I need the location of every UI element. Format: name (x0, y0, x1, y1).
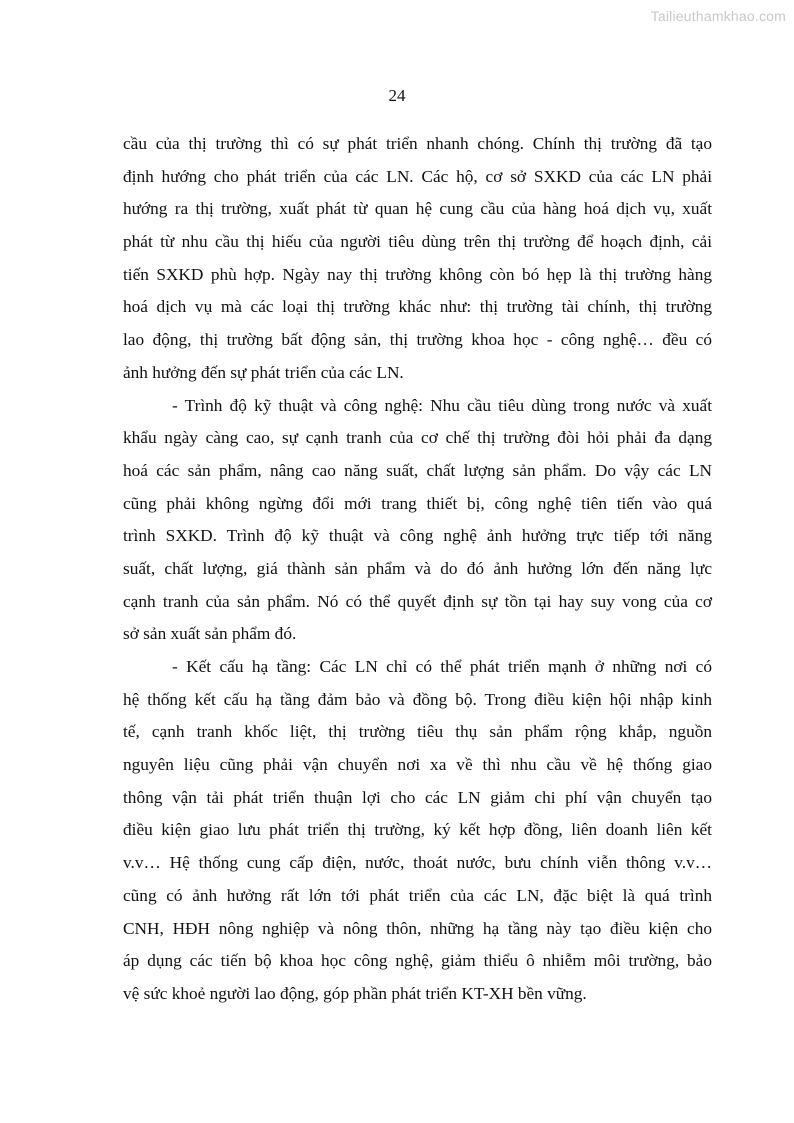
paragraph-technology (123, 390, 712, 652)
text-line: CNH, HĐH nông nghiệp và nông thôn, những hạ tầng này tạo điều kiện cho (123, 918, 712, 938)
text-line: phát từ nhu cầu thị hiếu của người tiêu dùng trên thị trường để hoạch định, cải (123, 232, 712, 252)
text-line: cầu của thị trường thì có sự phát triển nhanh chóng. Chính thị trường đã tạo (123, 134, 712, 153)
text-line: ảnh hưởng đến sự phát triển của các LN. (123, 362, 404, 382)
text-line: suất, chất lượng, giá thành sản phẩm và do đó ảnh hưởng lớn đến năng lực (123, 558, 712, 578)
text-line: áp dụng các tiến bộ khoa học công nghệ, giảm thiểu ô nhiễm môi trường, bảo (123, 951, 712, 971)
text-line: hướng ra thị trường, xuất phát từ quan hệ cung cầu của hàng hoá dịch vụ, xuất (123, 199, 712, 219)
text-line: - Kết cấu hạ tầng: Các LN chỉ có thể phát triển mạnh ở những nơi có (172, 657, 712, 676)
text-line: tiến SXKD phù hợp. Ngày nay thị trường không còn bó hẹp là thị trường hàng (123, 264, 712, 284)
text-line: nguyên liệu cũng phải vận chuyển nơi xa về thì nhu cầu về hệ thống giao (123, 755, 712, 775)
text-line: - Trình độ kỹ thuật và công nghệ: Nhu cầu tiêu dùng trong nước và xuất (172, 395, 712, 415)
text-line: vệ sức khoẻ người lao động, góp phần phát triển KT-XH bền vững. (123, 983, 587, 1003)
body-text (123, 128, 712, 1011)
text-line: khẩu ngày càng cao, sự cạnh tranh của cơ chế thị trường đòi hỏi phải đa dạng (123, 428, 712, 448)
text-line: sở sản xuất sản phẩm đó. (123, 624, 297, 644)
text-line: cũng có ảnh hưởng rất lớn tới phát triển của các LN, đặc biệt là quá trình (123, 885, 712, 905)
text-line: v.v… Hệ thống cung cấp điện, nước, thoát nước, bưu chính viễn thông v.v… (123, 853, 712, 873)
text-line: lao động, thị trường bất động sản, thị trường khoa học - công nghệ… đều có (123, 330, 712, 350)
text-line: điều kiện giao lưu phát triển thị trường, ký kết hợp đồng, liên doanh liên kết (123, 820, 712, 840)
text-line: cũng phải không ngừng đổi mới trang thiết bị, công nghệ tiên tiến vào quá (123, 493, 712, 513)
text-line: trình SXKD. Trình độ kỹ thuật và công nghệ ảnh hưởng trực tiếp tới năng (123, 526, 712, 546)
text-line: thông vận tải phát triển thuận lợi cho các LN giảm chi phí vận chuyển tạo (123, 787, 712, 807)
watermark: Tailieuthamkhao.com (650, 8, 786, 24)
text-line: cạnh tranh của sản phẩm. Nó có thể quyết định sự tồn tại hay suy vong của cơ (123, 591, 712, 611)
page-number: 24 (388, 86, 406, 105)
text-line: tế, cạnh tranh khốc liệt, thị trường tiêu thụ sản phẩm rộng khắp, nguồn (123, 722, 712, 742)
text-line: hệ thống kết cấu hạ tầng đảm bảo và đồng bộ. Trong điều kiện hội nhập kinh (123, 689, 712, 709)
paragraph-infrastructure (123, 651, 712, 1011)
text-line: định hướng cho phát triển của các LN. Các hộ, cơ sở SXKD của các LN phải (123, 166, 712, 186)
paragraph-market (123, 128, 712, 390)
text-line: hoá các sản phẩm, nâng cao năng suất, chất lượng sản phẩm. Do vậy các LN (123, 460, 712, 480)
text-line: hoá dịch vụ mà các loại thị trường khác như: thị trường tài chính, thị trường (123, 297, 712, 317)
